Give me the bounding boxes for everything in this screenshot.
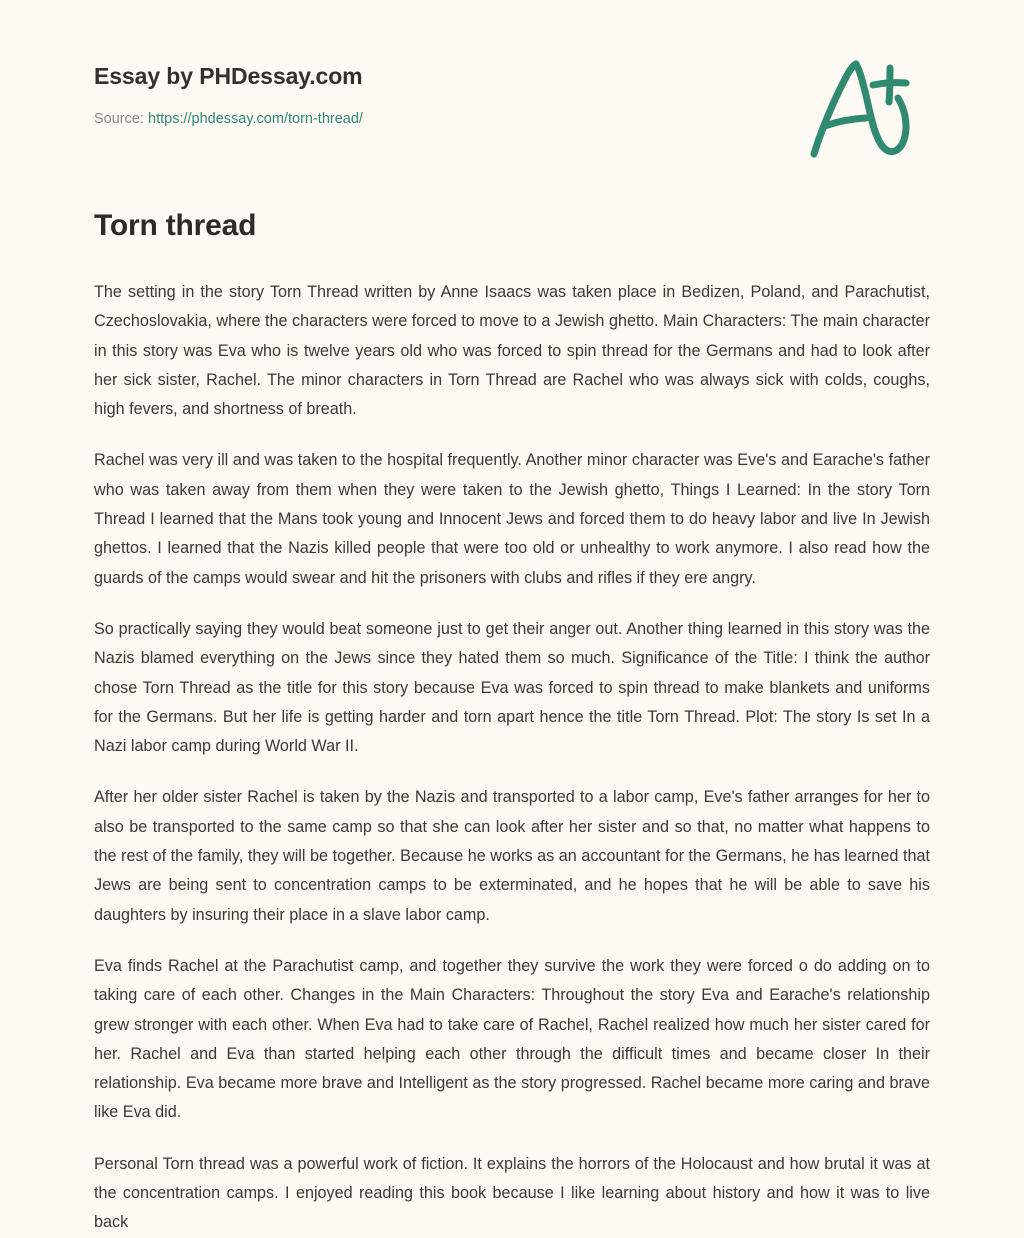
a-plus-handwritten-logo-icon xyxy=(798,52,918,162)
source-url-link[interactable]: https://phdessay.com/torn-thread/ xyxy=(148,110,363,127)
paragraph: The setting in the story Torn Thread written by Anne Isaacs was taken place in Bedizen, Poland, and Parachutist, Czechoslovakia, where the characters were forced to move to a Jewish ghetto. Main Characters: The main character in this story was Eva who is twelve years old who was forced to spin thread for the Germans and had to look after her sick sister, Rachel. The minor characters in Torn Thread are Rachel who was always sick with colds, coughs, high fevers, and shortness of breath. xyxy=(94,283,930,419)
page-title: Torn thread xyxy=(94,209,257,242)
header-text-block xyxy=(94,58,363,129)
paragraph: After her older sister Rachel is taken by the Nazis and transported to a labor camp, Eve's father arranges for her to also be transported to the same camp so that she can look after her sister and so that, no matter what happens to the rest of the family, they will be together. Because he works as an accountant for the Germans, he has learned that Jews are being sent to concentration camps to be exterminated, and he hopes that he will be able to save his daughters by insuring their place in a slave labor camp. xyxy=(94,788,930,924)
paragraph: Personal Torn thread was a powerful work of fiction. It explains the horrors of the Holocaust and how brutal it was at the concentration camps. I enjoyed reading this book because I like learning about history and how it was to live back xyxy=(94,1154,930,1232)
paragraph: Rachel was very ill and was taken to the hospital frequently. Another minor character was Eve's and Earache's father who was taken away from them when they were taken to the Jewish ghetto, Things I Learned: In the story Torn Thread I learned that the Mans took young and Innocent Jews and forced them to do heavy labor and live In Jewish ghettos. I learned that the Nazis killed people that were too old or unhealthy to work anymore. I also read how the guards of the camps would swear and hit the prisoners with clubs and rifles if they ere angry. xyxy=(94,451,930,587)
article-container xyxy=(94,208,930,1238)
source-label: Source: xyxy=(94,110,144,127)
article-body xyxy=(94,278,930,1238)
source-line xyxy=(94,110,363,129)
paragraph: So practically saying they would beat someone just to get their anger out. Another thing learned in this story was the Nazis blamed everything on the Jews since they hated them so much. Significance of the Title: I think the author chose Torn Thread as the title for this story because Eva was forced to spin thread to make blankets and uniforms for the Germans. But her life is getting harder and torn apart hence the title Torn Thread. Plot: The story Is set In a Nazi labor camp during World War II. xyxy=(94,619,930,756)
document-header xyxy=(94,58,930,162)
paragraph: Eva finds Rachel at the Parachutist camp, and together they survive the work they were forced o do adding on to taking care of each other. Changes in the Main Characters: Throughout the story Eva and Earache's relationship grew stronger with each other. When Eva had to take care of Rachel, Rachel realized how much her sister cared for her. Rachel and Eva than started helping each other through the difficult times and became closer In their relationship. Eva became more brave and Intelligent as the story progressed. Rachel became more caring and brave like Eva did. xyxy=(94,956,930,1122)
brand-title: Essay by PHDessay.com xyxy=(94,63,363,89)
